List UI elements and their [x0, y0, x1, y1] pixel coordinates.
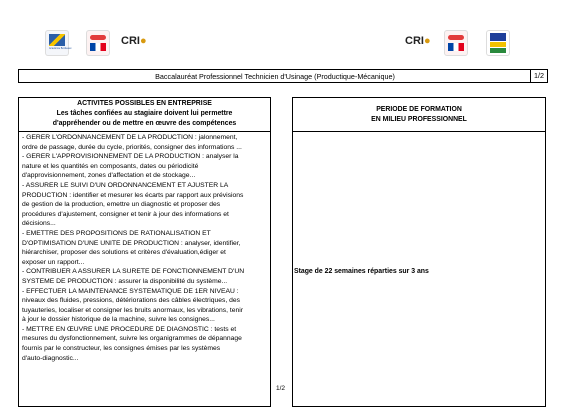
activity-line: hiérarchiser, proposer des solutions et critères d'évaluation,édiger et	[22, 249, 226, 257]
activities-subheading-1: Les tâches confiées au stagiaire doivent lui permettre	[56, 110, 233, 117]
region-logo-icon	[87, 31, 109, 55]
activities-heading: ACTIVITES POSSIBLES EN ENTREPRISE	[77, 100, 212, 107]
activity-line: à jour le dossier historique de la machine, suivre les consignes...	[22, 316, 215, 324]
title-page-indicator: 1/2	[530, 70, 547, 82]
activity-line: tuyauteries, localiser et consigner les bruits anormaux, les vibrations, tenir	[22, 306, 243, 314]
activity-line: PRODUCTION : identifier et mesurer les écarts par rapport aux prévisions	[22, 191, 244, 199]
activities-header	[19, 98, 270, 132]
cri-logo-icon: CRI●	[121, 35, 147, 47]
page-number: 1/2	[276, 385, 286, 392]
activity-line: D'OPTIMISATION D'UNE UNITE DE PRODUCTION : analyser, identifier,	[22, 239, 241, 247]
region-logo-icon	[445, 31, 467, 55]
activity-line: ordre de passage, durée du cycle, priorités, consigner des informations ...	[22, 143, 242, 151]
activities-list	[19, 132, 270, 363]
activity-line: décisions...	[22, 220, 56, 228]
activity-line: niveaux des fluides, pressions, détériorations des câbles électriques, des	[22, 297, 240, 305]
activity-line: procédures d'ajustement, consigner et tenir à jour des informations et	[22, 210, 229, 218]
training-period-header	[293, 98, 545, 132]
academie-logo-icon	[46, 31, 72, 55]
activity-line: d'auto-diagnostic...	[22, 354, 79, 362]
activity-line: de gestion de la production, emettre un diagnostic et proposer des	[22, 201, 221, 209]
activity-line: - EMETTRE DES PROPOSITIONS DE RATIONALISATION ET	[22, 229, 211, 237]
activity-line: - CONTRIBUER A ASSURER LA SURETE DE FONCTIONNEMENT D'UN	[22, 268, 245, 276]
document-title: Baccalauréat Professionnel Technicien d'Usinage (Productique-Mécanique)	[155, 72, 395, 81]
europe-logo-icon	[487, 31, 509, 55]
activity-line: fournis par le constructeur, les consignes émises par les systèmes	[22, 345, 221, 353]
training-period-column	[292, 97, 546, 407]
activity-line: mesures du dysfonctionnement, suivre les organigrammes de dépannage	[22, 335, 242, 343]
training-period-heading-2: EN MILIEU PROFESSIONNEL	[371, 116, 467, 123]
document-title-bar	[18, 69, 548, 83]
activity-line: - ASSURER LE SUIVI D'UN ORDONNANCEMENT ET AJUSTER LA	[22, 181, 229, 189]
activity-line: - GERER L'APPROVISIONNEMENT DE LA PRODUCTION : analyser la	[22, 153, 239, 161]
academie-caption: Académie Bordeaux	[49, 47, 72, 50]
cri-logo-icon: CRI●	[405, 35, 431, 47]
activity-line: - EFFECTUER LA MAINTENANCE SYSTEMATIQUE DE 1ER NIVEAU :	[22, 287, 239, 295]
activity-line: - GERER L'ORDONNANCEMENT DE LA PRODUCTION : jalonnement,	[22, 134, 238, 141]
activity-line: - METTRE EN ŒUVRE UNE PROCEDURE DE DIAGNOSTIC : tests et	[22, 325, 237, 333]
stage-duration: Stage de 22 semaines réparties sur 3 ans	[294, 268, 429, 275]
activity-line: SYSTEME DE PRODUCTION : assurer la disponibilité du système...	[22, 277, 228, 285]
training-period-heading-1: PERIODE DE FORMATION	[376, 106, 462, 113]
activity-line: nature et les quantités en composants, dates ou périodicité	[22, 162, 199, 170]
activities-subheading-2: d'appréhender ou de mettre en œuvre des compétences	[52, 120, 237, 127]
activity-line: exposer un rapport...	[22, 258, 85, 266]
activity-line: d'approvisionnement, zones d'affectation et de stockage...	[22, 172, 196, 180]
activities-column	[18, 97, 271, 407]
